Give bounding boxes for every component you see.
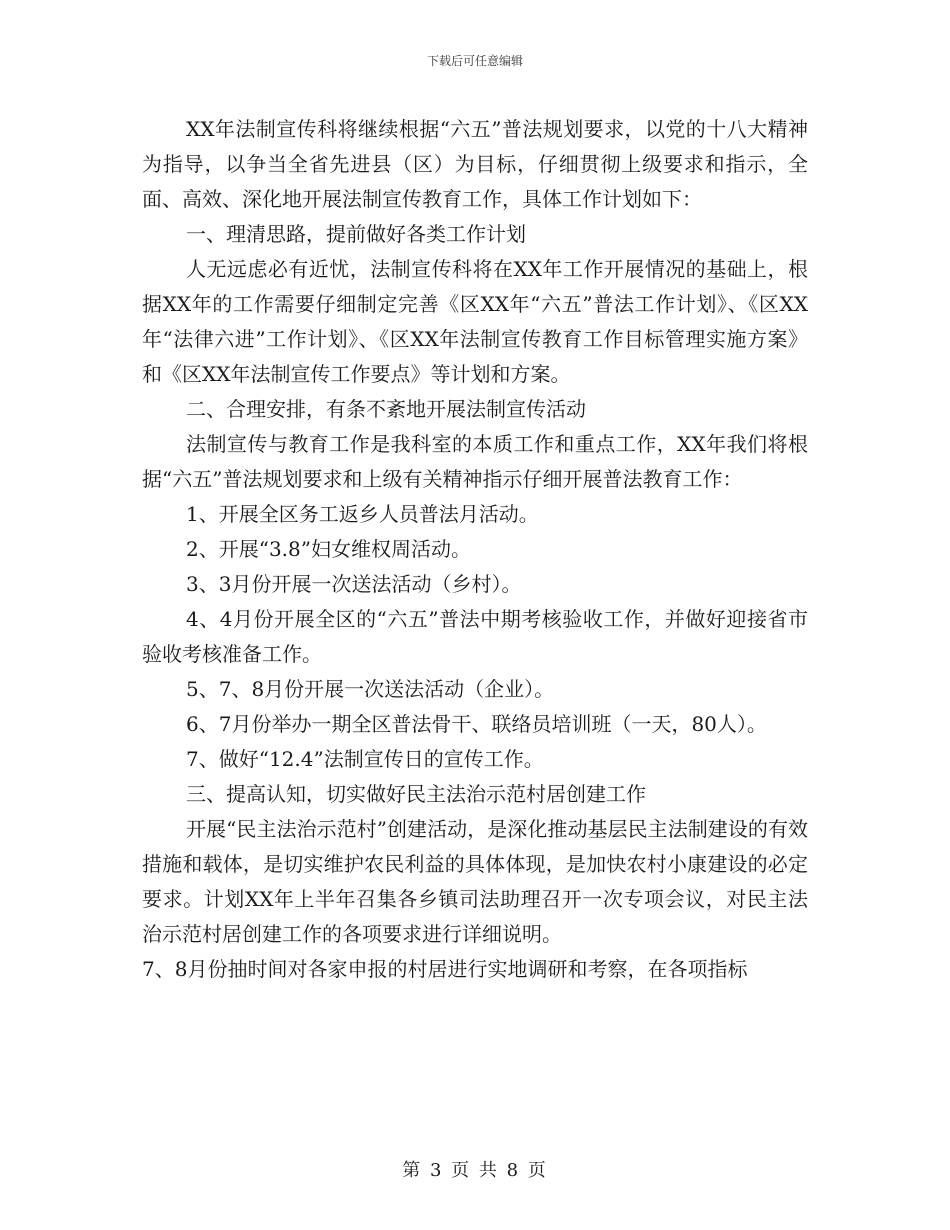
list-item-4: 4、4月份开展全区的“六五”普法中期考核验收工作，并做好迎接省市验收考核准备工作。: [142, 607, 808, 666]
section-heading-2: 二、合理安排，有条不紊地开展法制宣传活动: [186, 397, 586, 421]
list-item-3: 3、3月份开展一次送法活动（乡村）。: [186, 572, 522, 596]
list-item-1: 1、开展全区务工返乡人员普法月活动。: [186, 502, 539, 526]
paragraph-intro: XX年法制宣传科将继续根据“六五”普法规划要求，以党的十八大精神为指导，以争当全省先进县（区）为目标，仔细贯彻上级要求和指示，全面、高效、深化地开展法制宣传教育工作，具体工作计划如下：: [142, 117, 808, 211]
paragraph-section-2: 法制宣传与教育工作是我科室的本质工作和重点工作，XX年我们将根据“六五”普法规划要求和上级有关精神指示仔细开展普法教育工作：: [142, 432, 808, 491]
section-heading-3: 三、提高认知，切实做好民主法治示范村居创建工作: [186, 782, 646, 806]
paragraph-continuation: 7、8月份抽时间对各家申报的村居进行实地调研和考察，在各项指标: [142, 957, 748, 981]
paragraph-section-3: 开展“民主法治示范村”创建活动，是深化推动基层民主法制建设的有效措施和载体，是切实维护农民利益的具体体现，是加快农村小康建设的必定要求。计划XX年上半年召集各乡镇司法助理召开一次专项会议，对民主法治示范村居创建工作的各项要求进行详细说明。: [142, 817, 808, 946]
header-note: 下载后可任意编辑: [426, 54, 523, 68]
list-item-6: 6、7月份举办一期全区普法骨干、联络员培训班（一天，80人）。: [186, 712, 767, 736]
page-number-footer: 第 3 页 共 8 页: [402, 1160, 548, 1181]
paragraph-section-1: 人无远虑必有近忧，法制宣传科将在XX年工作开展情况的基础上，根据XX年的工作需要仔细制定完善《区XX年“六五”普法工作计划》、《区XX年“法律六进”工作计划》、《区XX年法制宣传教育工作目标管理实施方案》和《区XX年法制宣传工作要点》等计划和方案。: [142, 257, 808, 386]
list-item-7: 7、做好“12.4”法制宣传日的宣传工作。: [186, 747, 544, 771]
list-item-2: 2、开展“3.8”妇女维权周活动。: [186, 537, 471, 561]
section-heading-1: 一、理清思路，提前做好各类工作计划: [186, 222, 526, 246]
list-item-5: 5、7、8月份开展一次送法活动（企业）。: [186, 677, 555, 701]
document-body: [142, 112, 808, 987]
